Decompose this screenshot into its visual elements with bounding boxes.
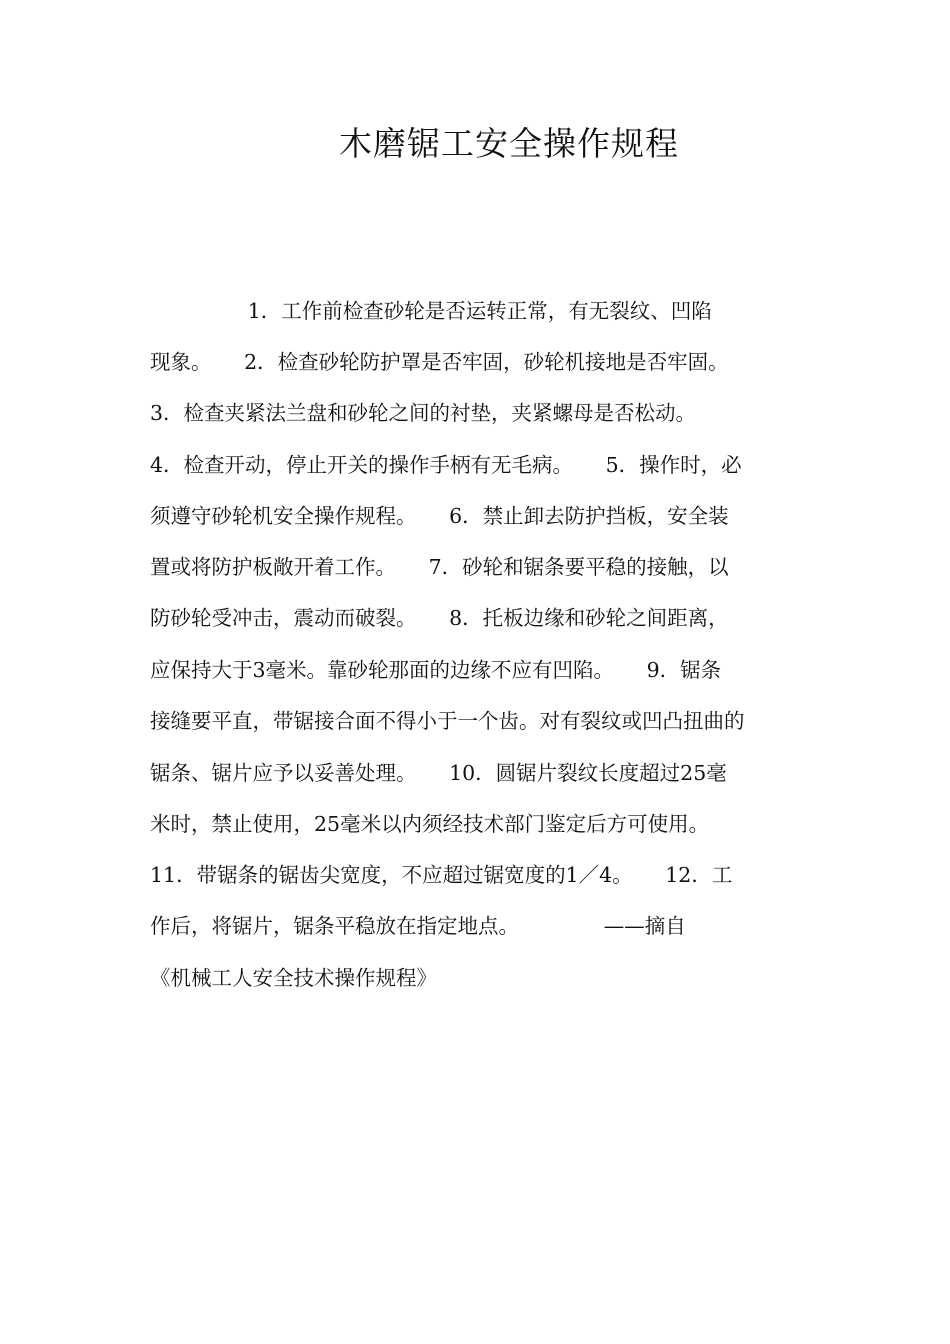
source-citation: 《机械工人安全技术操作规程》 [150,966,437,990]
body-line: 接缝要平直，带锯接合面不得小于一个齿。对有裂纹或凹凸扭曲的 [150,709,745,733]
body-line: 米时，禁止使用，25毫米以内须经技术部门鉴定后方可使用。 [150,812,710,836]
body-line: 1．工作前检查砂轮是否运转正常，有无裂纹、凹陷 [150,299,712,323]
body-line: 作后，将锯片，锯条平稳放在指定地点。 ——摘自 [150,914,686,938]
body-line: 锯条、锯片应予以妥善处理。 10．圆锯片裂纹长度超过25毫 [150,761,727,785]
document-title: 木磨锯工安全操作规程 [339,124,679,163]
body-line: 防砂轮受冲击，震动而破裂。 8．托板边缘和砂轮之间距离， [150,606,729,630]
body-line: 3．检查夹紧法兰盘和砂轮之间的衬垫，夹紧螺母是否松动。 [150,401,697,425]
body-line: 须遵守砂轮机安全操作规程。 6．禁止卸去防护挡板，安全装 [150,504,729,528]
body-line: 4．检查开动，停止开关的操作手柄有无毛病。 5．操作时，必 [150,453,742,477]
body-line: 置或将防护板敞开着工作。 7．砂轮和锯条要平稳的接触，以 [150,555,729,579]
body-line: 11．带锯条的锯齿尖宽度，不应超过锯宽度的1／4。 12．工 [150,863,733,887]
body-line: 现象。 2．检查砂轮防护罩是否牢固，砂轮机接地是否牢固。 [150,350,729,374]
body-line: 应保持大于3毫米。靠砂轮那面的边缘不应有凹陷。 9．锯条 [150,658,722,682]
